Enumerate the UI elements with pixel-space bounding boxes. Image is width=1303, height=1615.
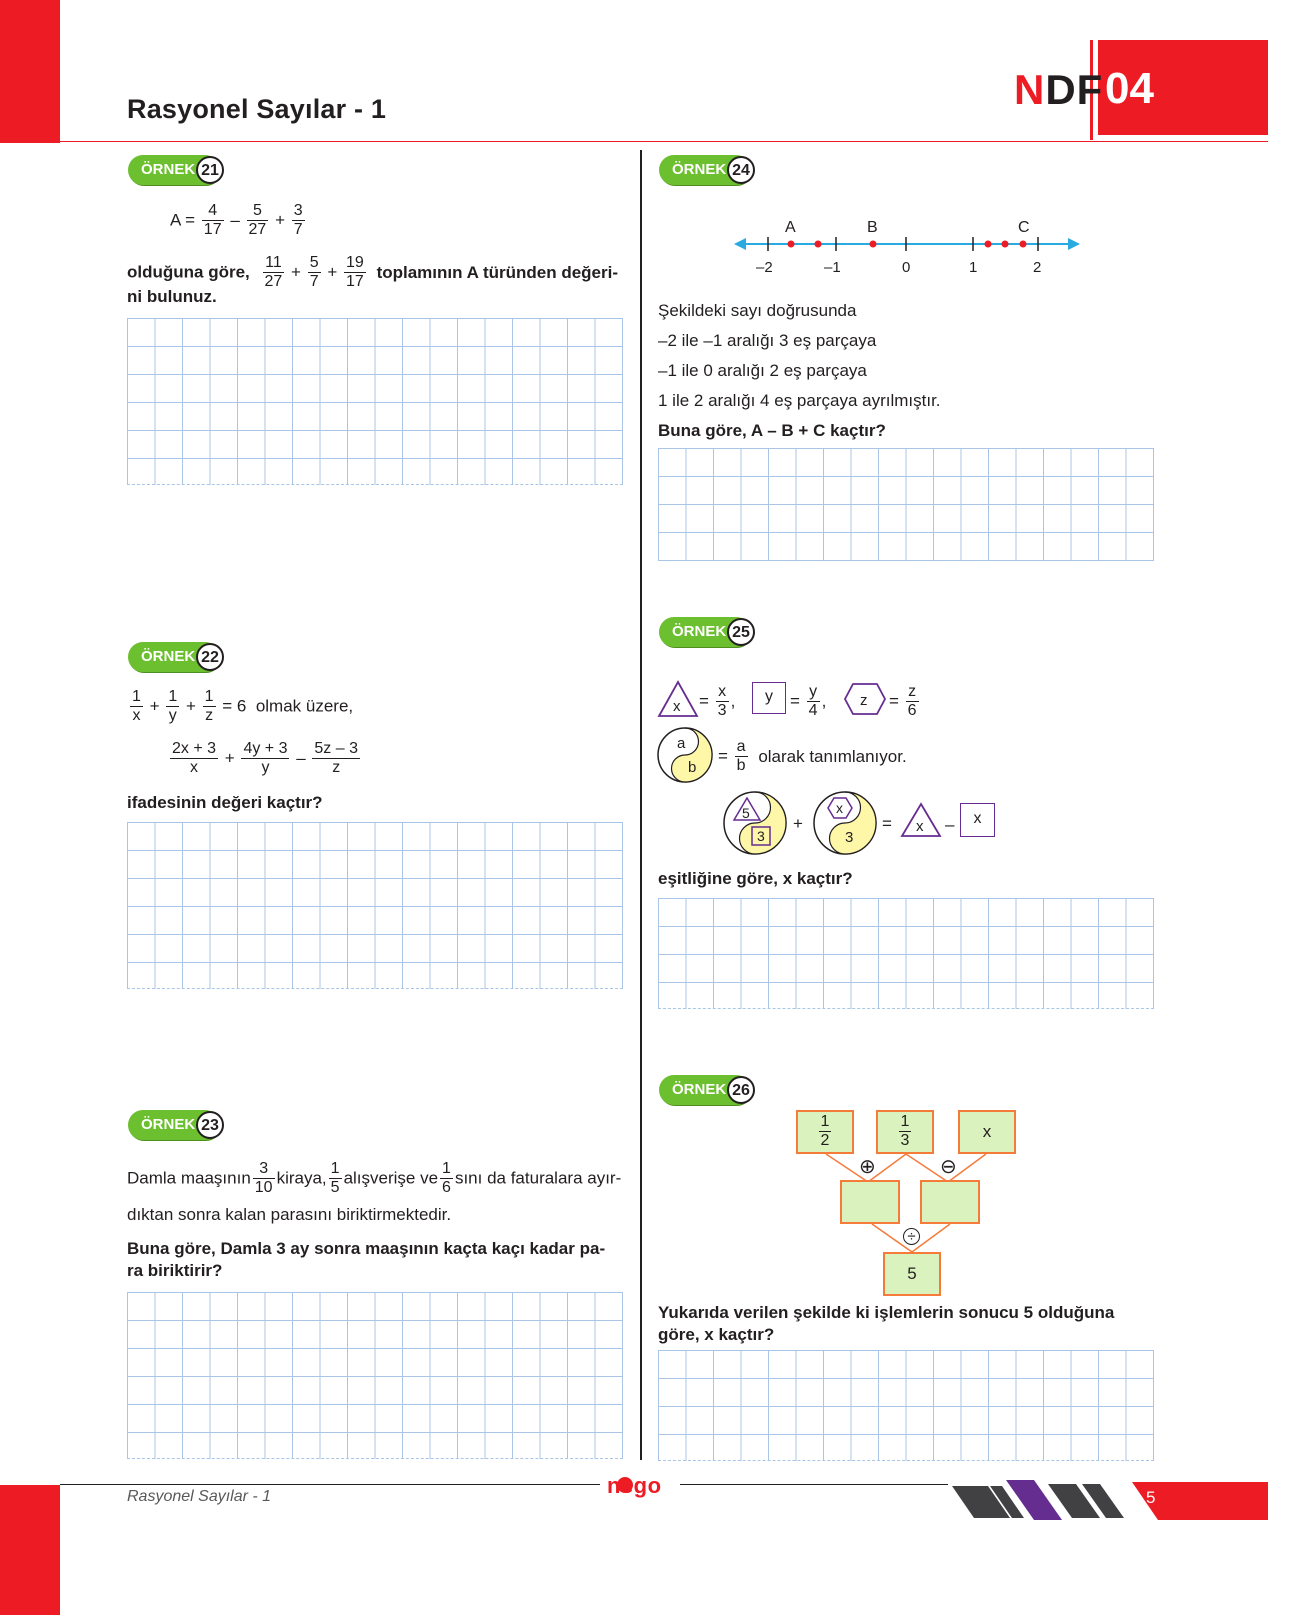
header-rule xyxy=(60,141,1268,142)
badge-label: ÖRNEK xyxy=(672,623,727,640)
fraction: $\frac{y}{4}$ xyxy=(808,683,818,719)
badge-number: 24 xyxy=(727,156,755,184)
page-title: Rasyonel Sayılar - 1 xyxy=(127,94,387,124)
svg-text:x: x xyxy=(916,818,924,835)
fraction: $\frac{5z - 3}{z}$ xyxy=(314,740,358,776)
badge-label: ÖRNEK xyxy=(672,1081,727,1098)
q21-answer-grid[interactable] xyxy=(127,318,623,485)
yin-yang-expression-1 xyxy=(722,790,788,856)
fraction: $\frac{3}{10}$ xyxy=(254,1160,273,1196)
rhs-triangle xyxy=(900,802,942,838)
svg-text:x: x xyxy=(673,698,681,715)
svg-text:a: a xyxy=(677,735,686,752)
fraction: $\frac{5}{7}$ xyxy=(309,254,319,290)
q26-question-line1: Yukarıda verilen şekilde ki işlemlerin sonucu 5 olduğuna xyxy=(658,1303,1115,1322)
fraction: $\frac{19}{17}$ xyxy=(346,254,364,290)
svg-text:z: z xyxy=(860,692,868,709)
fraction: $\frac{1}{x}$ xyxy=(132,688,141,724)
column-divider xyxy=(640,150,642,1460)
badge-number: 21 xyxy=(196,156,224,184)
q21-question-line2: ni bulunuz. xyxy=(127,287,217,306)
tree-box-x: x xyxy=(958,1110,1016,1154)
operator: – xyxy=(230,210,240,230)
q22-answer-grid[interactable] xyxy=(127,822,623,989)
q22-question: ifadesinin değeri kaçtır? xyxy=(127,793,323,812)
badge-number: 22 xyxy=(196,643,224,671)
fraction: $\frac{1}{z}$ xyxy=(204,688,214,724)
q26-question-line2: göre, x kaçtır? xyxy=(658,1325,775,1344)
svg-text:nego: nego xyxy=(607,1473,662,1498)
q23-text-line2: dıktan sonra kalan parasını biriktirmektedir. xyxy=(127,1205,452,1224)
tree-box-third xyxy=(876,1110,934,1154)
yin-yang-expression-2 xyxy=(812,790,878,856)
tick-label: –2 xyxy=(756,259,773,276)
fraction: $\frac{3}{7}$ xyxy=(293,202,303,238)
q24-line4: 1 ile 2 aralığı 4 eş parçaya ayrılmıştır. xyxy=(658,391,941,410)
fraction: $\frac{11}{27}$ xyxy=(264,254,283,290)
q22-equation: $\frac{1}{x}$ + $\frac{1}{y}$ + $\frac{1}{z}$ = 6 olmak üzere, xyxy=(132,688,354,724)
square-definition: = $\frac{y}{4}$ , xyxy=(790,683,827,719)
ornek-21-badge xyxy=(128,155,220,185)
badge-number: 26 xyxy=(727,1076,755,1104)
tick-label: 1 xyxy=(969,259,978,276)
badge-label: ÖRNEK xyxy=(141,1116,196,1133)
svg-text:x: x xyxy=(836,800,843,816)
ornek-22-badge xyxy=(128,642,220,672)
q24-line3: –1 ile 0 aralığı 2 eş parçaya xyxy=(658,361,867,380)
left-red-bar-top xyxy=(0,0,60,143)
rhs-square: x xyxy=(960,803,995,837)
ornek-23-badge xyxy=(128,1110,220,1140)
equals-operator: = xyxy=(882,814,892,833)
footer-title: Rasyonel Sayılar - 1 xyxy=(127,1488,272,1505)
minus-circle-operator: ⊖ xyxy=(940,1156,957,1178)
q23-answer-grid[interactable] xyxy=(127,1292,623,1459)
brand-ndf xyxy=(1014,66,1103,114)
fraction: $\frac{z}{6}$ xyxy=(907,683,917,719)
fraction: $\frac{1}{6}$ xyxy=(442,1160,451,1196)
badge-label: ÖRNEK xyxy=(141,161,196,178)
page-number: 5 xyxy=(1146,1488,1156,1507)
fraction: $\frac{x}{3}$ xyxy=(717,683,727,719)
q24-question: Buna göre, A – B + C kaçtır? xyxy=(658,421,886,440)
nego-logo xyxy=(603,1471,683,1501)
fraction: $\frac{1}{5}$ xyxy=(330,1160,340,1196)
q25-answer-grid[interactable] xyxy=(658,898,1154,1009)
badge-label: ÖRNEK xyxy=(672,161,727,178)
a-label: A = xyxy=(170,210,196,230)
divide-circle-operator: ÷ xyxy=(903,1228,920,1245)
triangle-shape xyxy=(657,680,699,718)
left-red-bar-bottom xyxy=(0,1485,60,1615)
ornek-26-badge xyxy=(659,1075,751,1105)
q23-text-line1: Damla maaşının $\frac{3}{10}$ kiraya, $\frac{1}{5}$ alışverişe ve $\frac{1}{6}$ sını da faturalara ayır- xyxy=(127,1160,622,1196)
triangle-definition: = $\frac{x}{3}$ , xyxy=(699,683,736,719)
q22-expression: $\frac{2x + 3}{x}$ + $\frac{4y + 3}{y}$ – $\frac{5z - 3}{z}$ xyxy=(172,740,358,776)
tree-box-empty-right[interactable] xyxy=(920,1180,980,1224)
fraction: $\frac{5}{27}$ xyxy=(248,202,267,238)
point-label-a: A xyxy=(785,219,796,236)
plus-operator: + xyxy=(793,814,803,833)
q26-answer-grid[interactable] xyxy=(658,1350,1154,1461)
minus-operator: – xyxy=(945,815,955,834)
q24-answer-grid[interactable] xyxy=(658,448,1154,561)
q25-question: eşitliğine göre, x kaçtır? xyxy=(658,869,853,888)
fraction: $\frac{1}{2}$ xyxy=(820,1113,830,1149)
q24-line1: Şekildeki sayı doğrusunda xyxy=(658,301,857,320)
badge-number: 23 xyxy=(196,1111,224,1139)
brand-n: N xyxy=(1014,66,1046,113)
svg-text:3: 3 xyxy=(757,828,765,844)
fraction: $\frac{4}{17}$ xyxy=(203,202,222,238)
operator: + xyxy=(275,210,285,230)
footer-stripes xyxy=(950,1480,1150,1520)
badge-number: 25 xyxy=(727,618,755,646)
tree-box-empty-left[interactable] xyxy=(840,1180,900,1224)
ornek-25-badge xyxy=(659,617,751,647)
footer-rule xyxy=(60,1484,600,1485)
fraction: $\frac{1}{3}$ xyxy=(900,1113,910,1149)
yin-yang-shape xyxy=(656,726,714,784)
q21-expression xyxy=(170,202,307,239)
square-shape: y xyxy=(752,682,786,714)
fraction: $\frac{2x + 3}{x}$ xyxy=(172,740,217,776)
q23-question-line2: ra biriktirir? xyxy=(127,1261,223,1280)
tick-label: –1 xyxy=(824,259,841,276)
svg-text:b: b xyxy=(688,759,697,776)
hexagon-shape xyxy=(843,682,887,716)
point-label-b: B xyxy=(867,219,878,236)
footer-rule-right xyxy=(680,1484,948,1485)
point-label-c: C xyxy=(1018,219,1030,236)
hexagon-definition: = $\frac{z}{6}$ xyxy=(889,683,917,719)
fraction: $\frac{4y + 3}{y}$ xyxy=(243,740,288,776)
q24-line2: –2 ile –1 aralığı 3 eş parçaya xyxy=(658,331,877,350)
q23-question-line1: Buna göre, Damla 3 ay sonra maaşının kaçta kaçı kadar pa- xyxy=(127,1239,606,1258)
badge-label: ÖRNEK xyxy=(141,648,196,665)
yin-yang-definition: = $\frac{a}{b}$ olarak tanımlanıyor. xyxy=(718,738,907,774)
number-line xyxy=(730,210,1090,280)
svg-text:3: 3 xyxy=(845,829,854,846)
svg-text:5: 5 xyxy=(742,805,750,821)
fraction: $\frac{a}{b}$ xyxy=(736,738,746,774)
tree-box-result: 5 xyxy=(883,1252,941,1296)
q21-question: olduğuna göre, $\frac{11}{27}$ + $\frac{5}{7}$ + $\frac{19}{17}$ toplamının A türünden değeri- xyxy=(127,254,619,290)
tick-label: 0 xyxy=(902,259,911,276)
tick-label: 2 xyxy=(1033,259,1042,276)
fraction: $\frac{1}{y}$ xyxy=(168,688,178,724)
ornek-24-badge xyxy=(659,155,751,185)
unit-number: 04 xyxy=(1105,64,1154,113)
brand-df: DF xyxy=(1045,66,1104,113)
tree-box-half xyxy=(796,1110,854,1154)
plus-circle-operator: ⊕ xyxy=(859,1156,876,1178)
